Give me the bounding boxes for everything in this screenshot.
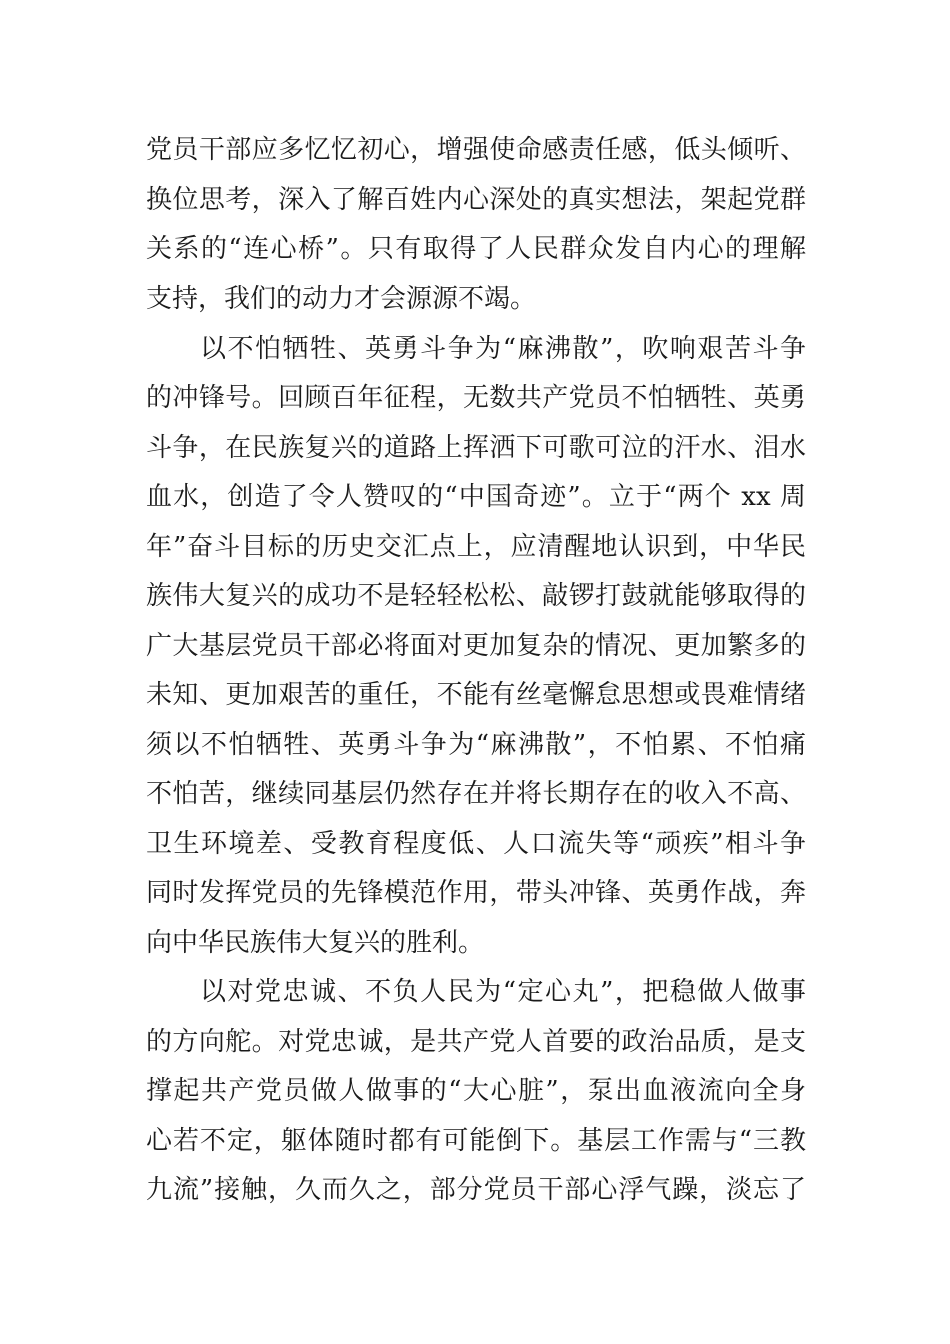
text-line: 向中华民族伟大复兴的胜利。 — [146, 928, 485, 958]
text-line: 支持，我们的动力才会源源不竭。 — [146, 284, 537, 314]
text-line: 广大基层党员干部必将面对更加复杂的情况、更加繁多的 — [146, 631, 806, 661]
text-line: 卫生环境差、受教育程度低、人口流失等“顽疾”相斗争 — [146, 829, 806, 859]
text-line: 斗争，在民族复兴的道路上挥洒下可歌可泣的汗水、泪水 — [146, 433, 806, 463]
text-line: 的方向舵。对党忠诚，是共产党人首要的政治品质，是支 — [146, 1027, 806, 1057]
text-line: 关系的“连心桥”。只有取得了人民群众发自内心的理解 — [146, 234, 806, 264]
text-line: 撑起共产党员做人做事的“大心脏”，泵出血液流向全身 — [146, 1076, 806, 1106]
text-line: 换位思考，深入了解百姓内心深处的真实想法，架起党群 — [146, 185, 806, 215]
text-line: 须以不怕牺牲、英勇斗争为“麻沸散”，不怕累、不怕痛 — [146, 730, 806, 760]
text-line: 心若不定，躯体随时都有可能倒下。基层工作需与“三教 — [146, 1126, 806, 1156]
text-line: 的冲锋号。回顾百年征程，无数共产党员不怕牺牲、英勇 — [146, 383, 806, 413]
text-line: 九流”接触，久而久之，部分党员干部心浮气躁，淡忘了 — [146, 1175, 806, 1205]
text-line: 未知、更加艰苦的重任，不能有丝毫懈怠思想或畏难情绪 — [146, 680, 806, 710]
paragraph-first-line: 以不怕牺牲、英勇斗争为“麻沸散”，吹响艰苦斗争 — [200, 334, 806, 364]
text-line: 党员干部应多忆忆初心，增强使命感责任感，低头倾听、 — [146, 135, 806, 165]
text-line: 族伟大复兴的成功不是轻轻松松、敲锣打鼓就能够取得的 — [146, 581, 806, 611]
text-line: 同时发挥党员的先锋模范作用，带头冲锋、英勇作战，奔 — [146, 878, 806, 908]
text-line: 血水，创造了令人赞叹的“中国奇迹”。立于“两个 xx 周 — [146, 482, 806, 512]
text-line: 年”奋斗目标的历史交汇点上，应清醒地认识到，中华民 — [146, 532, 806, 562]
text-line: 不怕苦，继续同基层仍然存在并将长期存在的收入不高、 — [146, 779, 806, 809]
paragraph-first-line: 以对党忠诚、不负人民为“定心丸”，把稳做人做事 — [200, 977, 806, 1007]
